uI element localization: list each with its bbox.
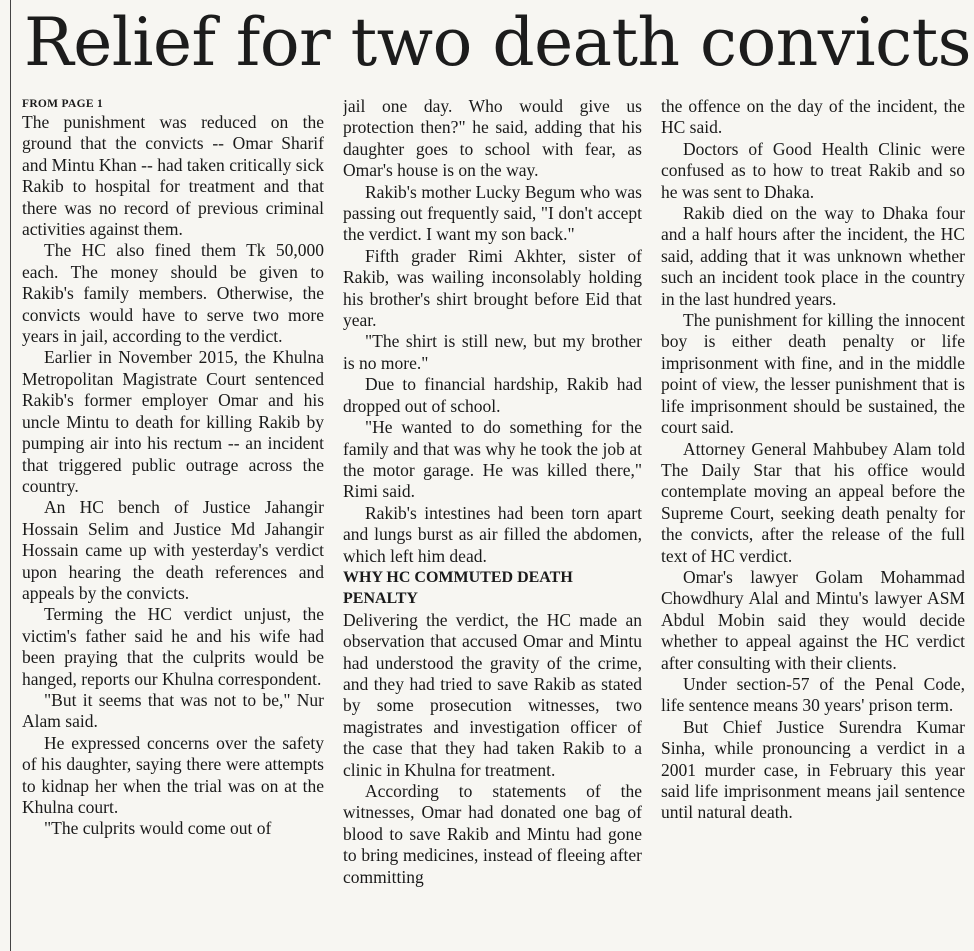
paragraph: The HC also fined them Tk 50,000 each. The money should be given to Rakib's family members. Otherwise, the convicts would have to serve two more years in jail, according to the verdict. bbox=[22, 240, 324, 347]
paragraph: The punishment was reduced on the ground that the convicts -- Omar Sharif and Mintu Khan -- had taken critically sick Rakib to hospital for treatment and that there was no record of previous criminal activities against them. bbox=[22, 112, 324, 240]
paragraph: "The shirt is still new, but my brother is no more." bbox=[343, 331, 642, 373]
paragraph: "But it seems that was not to be," Nur Alam said. bbox=[22, 689, 324, 732]
article-column-3 bbox=[661, 96, 965, 951]
paragraph: the offence on the day of the incident, the HC said. bbox=[661, 96, 965, 138]
paragraph: But Chief Justice Surendra Kumar Sinha, while pronouncing a verdict in a 2001 murder case, in February this year said life imprisonment means jail sentence until natural death. bbox=[661, 716, 965, 823]
paragraph: Terming the HC verdict unjust, the victim's father said he and his wife had been praying that the culprits would be hanged, reports our Khulna correspondent. bbox=[22, 604, 324, 689]
article-column-1 bbox=[22, 96, 324, 951]
paragraph: Doctors of Good Health Clinic were confused as to how to treat Rakib and so he was sent to Dhaka. bbox=[661, 138, 965, 202]
article-body bbox=[22, 96, 966, 951]
paragraph: An HC bench of Justice Jahangir Hossain Selim and Justice Md Jahangir Hossain came up with yesterday's verdict upon hearing the death references and appeals by the convicts. bbox=[22, 497, 324, 603]
paragraph: Rakib's mother Lucky Begum who was passing out frequently said, "I don't accept the verdict. I want my son back." bbox=[343, 181, 642, 245]
headline: Relief for two death convicts bbox=[24, 4, 971, 81]
dateline: FROM PAGE 1 bbox=[22, 98, 104, 110]
paragraph: Attorney General Mahbubey Alam told The Daily Star that his office would contemplate moving an appeal before the Supreme Court, seeking death penalty for the convicts, after the release of the full text of HC verdict. bbox=[661, 438, 965, 566]
paragraph: Fifth grader Rimi Akhter, sister of Rakib, was wailing inconsolably holding his brother's shirt brought before Eid that year. bbox=[343, 245, 642, 331]
paragraph: Due to financial hardship, Rakib had dropped out of school. bbox=[343, 374, 642, 416]
paragraph: Omar's lawyer Golam Mohammad Chowdhury Alal and Mintu's lawyer ASM Abdul Mobin said they would decide whether to appeal against the HC verdict after consulting with their clients. bbox=[661, 566, 965, 673]
paragraph: Rakib died on the way to Dhaka four and a half hours after the incident, the HC said, adding that it was unknown whether such an incident took place in the country in the last hundred years. bbox=[661, 203, 965, 309]
article-column-2 bbox=[343, 96, 642, 951]
paragraph: According to statements of the witnesses, Omar had donated one bag of blood to save Rakib and Mintu had gone to bring medicines, instead of fleeing after committing bbox=[343, 781, 642, 887]
paragraph: "The culprits would come out of bbox=[44, 818, 272, 839]
paragraph: He expressed concerns over the safety of his daughter, saying there were attempts to kidnap her when the trial was on at the Khulna court. bbox=[22, 732, 324, 817]
paragraph: Earlier in November 2015, the Khulna Metropolitan Magistrate Court sentenced Rakib's former employer Omar and his uncle Mintu to death for killing Rakib by pumping air into his rectum -- an incident that triggered public outrage across the country. bbox=[22, 347, 324, 496]
paragraph: jail one day. Who would give us protection then?" he said, adding that his daughter goes to school with fear, as Omar's house is on the way. bbox=[343, 96, 642, 181]
paragraph: Rakib's intestines had been torn apart and lungs burst as air filled the abdomen, which left him dead. bbox=[343, 502, 642, 566]
paragraph: The punishment for killing the innocent boy is either death penalty or life imprisonment with fine, and in the middle point of view, the lesser punishment that is life imprisonment should be sustained, the court said. bbox=[661, 310, 965, 438]
column-divider bbox=[10, 0, 11, 951]
paragraph: Delivering the verdict, the HC made an observation that accused Omar and Mintu had understood the gravity of the crime, and they had tried to save Rakib as stated by some prosecution witnesses, two magistrates and investigation officer of the case that they had taken Rakib to a clinic in Khulna for treatment. bbox=[343, 609, 642, 780]
subheading: WHY HC COMMUTED DEATH PENALTY bbox=[343, 568, 573, 608]
paragraph: Under section-57 of the Penal Code, life sentence means 30 years' prison term. bbox=[661, 673, 965, 716]
paragraph: "He wanted to do something for the family and that was why he took the job at the motor garage. He was killed there," Rimi said. bbox=[343, 417, 642, 502]
